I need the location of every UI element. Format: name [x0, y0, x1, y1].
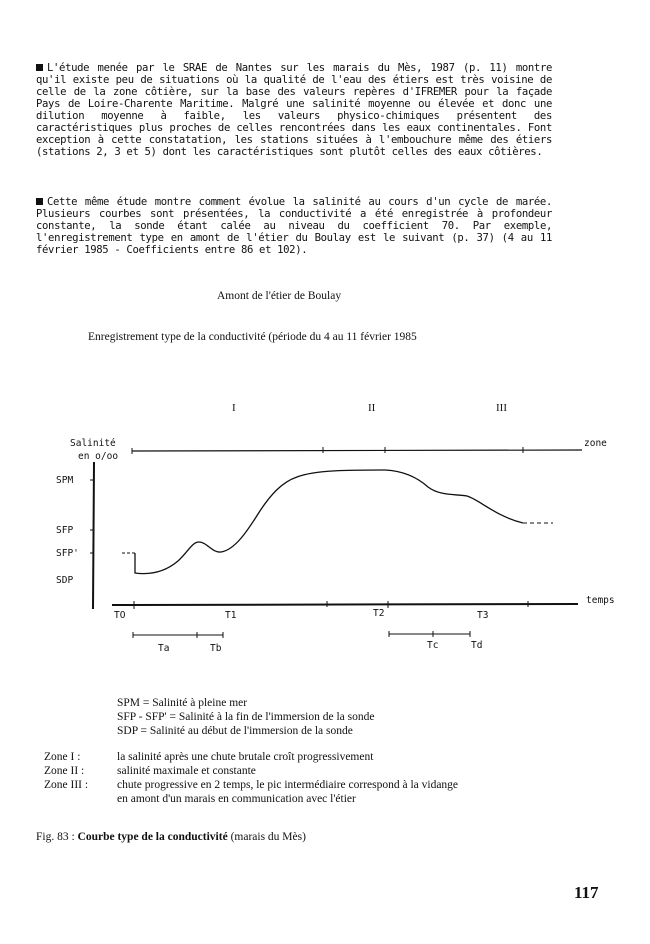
time-t0: TO: [114, 610, 126, 621]
zone-3-text-cont: en amont d'un marais en communication avec l'étier: [117, 793, 356, 805]
zone-label-1: I: [232, 402, 236, 414]
zone-2-text: salinité maximale et constante: [117, 765, 256, 777]
level-sdp: SDP: [56, 575, 74, 586]
zone-line: [132, 450, 582, 451]
zone-axis-label: zone: [584, 438, 607, 449]
time-t2: T2: [373, 608, 385, 619]
interval-tb: Tb: [210, 643, 222, 654]
x-axis: [112, 604, 578, 605]
caption-title: Courbe type de la conductivité: [77, 831, 228, 843]
level-sfp: SFP: [56, 525, 74, 536]
zone-2-label: Zone II :: [44, 765, 85, 777]
figure-heading: Amont de l'étier de Boulay: [217, 290, 342, 302]
axes: [90, 447, 582, 638]
zone-1-label: Zone I :: [44, 751, 81, 763]
legend-sdp: SDP = Salinité au début de l'immersion de la sonde: [117, 725, 353, 737]
interval-ta: Ta: [158, 643, 170, 654]
time-t3: T3: [477, 610, 489, 621]
page-number: 117: [574, 883, 599, 902]
interval-tc-td: [389, 631, 470, 637]
interval-tc: Tc: [427, 640, 439, 651]
figure-caption: [36, 831, 306, 843]
y-axis: [93, 462, 94, 609]
caption-prefix: Fig. 83 :: [36, 831, 78, 843]
level-spm: SPM: [56, 475, 74, 486]
zone-label-3: III: [496, 402, 507, 414]
paragraph-2-text: Cette même étude montre comment évolue la salinité au cours d'un cycle de marée. Plusieurs courbes sont présentées, la conductivité a été enregistrée à profondeur constante, la sonde étant calée au niveau du coefficient 70. Par exemple, l'enregistrement type en amont de l'étier du Boulay est le suivant (p. 37) (4 au 11 février 1985 - Coefficients entre 86 et 102).: [36, 196, 552, 256]
zone-1-text: la salinité après une chute brutale croît progressivement: [117, 751, 374, 763]
zone-3-label: Zone III :: [44, 779, 89, 791]
paragraph-1-text: L'étude menée par le SRAE de Nantes sur les marais du Mès, 1987 (p. 11) montre qu'il existe peu de situations où la qualité de l'eau des étiers est très voisine de celle de la zone côtière, sur la base des valeurs repères d'IFREMER pour la façade Pays de Loire-Charente Maritime. Malgré une salinité moyenne ou élevée et donc une dilution moyenne à faible, les valeurs physico-chimiques présentent des caractéristiques plus proches de celles rencontrées dans les eaux continentales. Font exception à cette constatation, les stations situées à l'embouchure même des étiers (stations 2, 3 et 5) dont les caractéristiques sont plutôt celles des eaux côtières.: [36, 62, 552, 158]
caption-suffix: (marais du Mès): [227, 831, 306, 843]
zone-label-2: II: [368, 402, 376, 414]
level-sfp-prime: SFP': [56, 548, 79, 559]
interval-td: Td: [471, 640, 483, 651]
legend-spm: SPM = Salinité à pleine mer: [117, 697, 248, 709]
time-t1: T1: [225, 610, 237, 621]
y-axis-unit: en o/oo: [78, 451, 119, 462]
interval-ta-tb: [133, 632, 223, 638]
figure-subtitle: Enregistrement type de la conductivité (période du 4 au 11 février 1985: [88, 331, 417, 343]
salinity-curve: [135, 470, 523, 574]
y-axis-label: Salinité: [70, 438, 116, 449]
legend-sfp: SFP - SFP' = Salinité à la fin de l'immersion de la sonde: [117, 711, 375, 723]
zone-3-text: chute progressive en 2 temps, le pic intermédiaire correspond à la vidange: [117, 779, 459, 791]
time-axis-label: temps: [586, 595, 615, 606]
